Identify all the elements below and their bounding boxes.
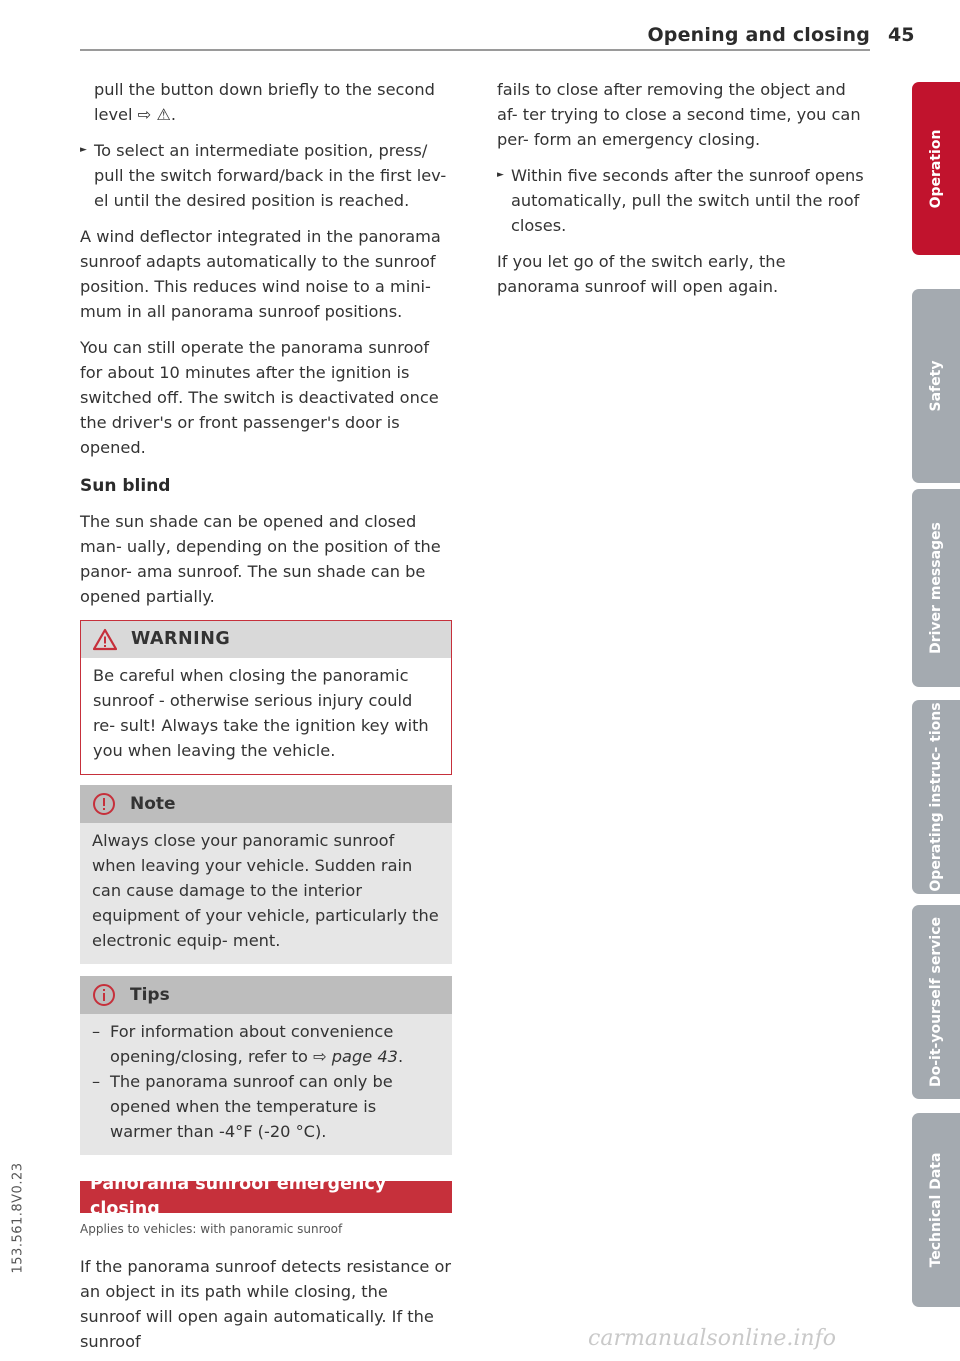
warning-header <box>80 620 452 658</box>
paragraph-emergency-closing: If the panorama sunroof detects resistance or an object in its path while closing, the sunroof will open again automatically. If the sunroof <box>80 1257 452 1351</box>
header-divider <box>80 49 870 51</box>
section-heading-emergency-closing: Panorama sunroof emergency closing <box>80 1181 452 1213</box>
tab-label: Driver messages <box>928 522 944 654</box>
page-number: 45 <box>888 24 915 46</box>
tips-info-icon <box>92 983 116 1007</box>
tips-header <box>80 976 452 1014</box>
instruction-step: ► Within five seconds after the sunroof opens automatically, pull the switch until the roof closes. <box>497 163 869 238</box>
warning-triangle-icon <box>93 628 117 652</box>
tab-label: Operating instruc- tions <box>928 702 944 892</box>
tab-label: Safety <box>928 360 944 412</box>
tab-operating-instructions[interactable] <box>912 700 960 894</box>
tab-driver-messages[interactable] <box>912 489 960 687</box>
warning-body: Be careful when closing the panoramic sunroof - otherwise serious injury could re- sult! Always take the ignition key with you when leaving the vehicle. <box>80 658 452 775</box>
subheading-sun-blind: Sun blind <box>80 476 171 496</box>
tips-title: Tips <box>130 984 170 1005</box>
tab-operation[interactable] <box>912 82 960 255</box>
paragraph-wind-deflector: A wind deflector integrated in the panorama sunroof adapts automatically to the sunroof position. This reduces wind noise to a mini- mum in all panorama sunroof positions. <box>80 227 441 321</box>
tab-safety[interactable] <box>912 289 960 483</box>
tab-label: Do-it-yourself service <box>928 916 944 1088</box>
tips-item-text: For information about convenience opening/closing, refer to <box>110 1022 394 1066</box>
paragraph-continuation: pull the button down briefly to the second level ⇨ ⚠. <box>94 80 435 124</box>
instruction-step: ► To select an intermediate position, press/ pull the switch forward/back in the first lev- el until the desired position is reached. <box>80 138 452 213</box>
applies-to-note: Applies to vehicles: with panoramic sunroof <box>80 1222 343 1236</box>
paragraph-let-go: If you let go of the switch early, the panorama sunroof will open again. <box>497 252 786 296</box>
tips-box <box>80 976 452 1155</box>
tips-item: – The panorama sunroof can only be opened when the temperature is warmer than -4°F (-20 °C). <box>92 1069 440 1144</box>
paragraph-ignition: You can still operate the panorama sunroof for about 10 minutes after the ignition is switched off. The switch is deactivated once the driver's or front passenger's door is opened. <box>80 338 439 457</box>
tips-item-end: . <box>397 1047 404 1066</box>
page-reference-link[interactable]: ⇨ page 43 <box>313 1047 398 1066</box>
note-header <box>80 785 452 823</box>
left-column <box>80 77 452 1361</box>
paragraph-sun-shade: The sun shade can be opened and closed man- ually, depending on the position of the panor- ama sunroof. The sun shade can be opened partially. <box>80 512 441 606</box>
page-header-title: Opening and closing <box>647 24 870 46</box>
tips-item <box>92 1019 440 1069</box>
site-watermark: carmanualsonline.info <box>588 1326 836 1351</box>
right-column <box>497 77 869 310</box>
warning-title: WARNING <box>131 629 231 649</box>
tab-label: Operation <box>928 129 944 208</box>
note-box <box>80 785 452 964</box>
paragraph-continuation-right: fails to close after removing the object and af- ter trying to close a second time, you can per- form an emergency closing. <box>497 80 861 149</box>
tab-label: Technical Data <box>928 1152 944 1268</box>
tips-body <box>80 1014 452 1155</box>
document-code: 153.561.8V0.23 <box>10 1162 26 1274</box>
tab-do-it-yourself-service[interactable] <box>912 905 960 1099</box>
note-body: Always close your panoramic sunroof when leaving your vehicle. Sudden rain can cause damage to the interior equipment of your vehicle, particularly the electronic equip- ment. <box>80 823 452 964</box>
warning-box <box>80 620 452 775</box>
note-title: Note <box>130 793 176 814</box>
tab-technical-data[interactable] <box>912 1113 960 1307</box>
note-exclamation-icon <box>92 792 116 816</box>
